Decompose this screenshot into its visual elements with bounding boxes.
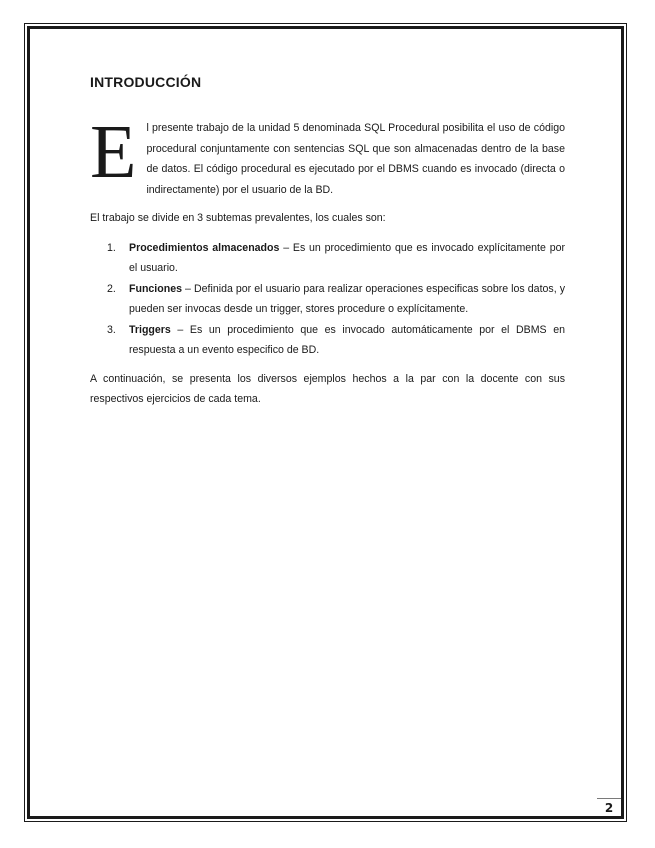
- list-item-term: Procedimientos almacenados: [129, 241, 280, 254]
- list-item-number: 3.: [107, 323, 116, 336]
- page-number: 2: [604, 801, 614, 815]
- list-item-text: – Es un procedimiento que es invocado automáticamente por el DBMS en respuesta a un evento especifico de BD.: [129, 323, 565, 356]
- list-item-text: – Definida por el usuario para realizar operaciones especificas sobre los datos, y pueden ser invocas desde un trigger, stores procedure o explícitamente.: [129, 282, 565, 315]
- drop-cap-letter: E: [90, 110, 137, 194]
- list-item-term: Funciones: [129, 282, 182, 295]
- intro-text: l presente trabajo de la unidad 5 denominada SQL Procedural posibilita el uso de código procedural conjuntamente con sentencias SQL que son almacenadas dentro de la base de datos. El código procedural es ejecutado por el DBMS cuando es invocado (directa o indirectamente) por el usuario de la BD.: [146, 122, 565, 196]
- page-content: [90, 74, 565, 410]
- page-number-rule: [597, 798, 621, 799]
- intro-paragraph: [90, 110, 565, 200]
- list-item: [90, 238, 565, 279]
- list-item: [90, 320, 565, 361]
- closing-paragraph: A continuación, se presenta los diversos ejemplos hechos a la par con la docente con sus respectivos ejercicios de cada tema.: [90, 372, 565, 405]
- subtopics-list: [90, 238, 565, 361]
- list-item-number: 1.: [107, 241, 116, 254]
- list-item: [90, 279, 565, 320]
- section-heading: INTRODUCCIÓN: [90, 74, 202, 90]
- subtopics-paragraph: El trabajo se divide en 3 subtemas prevalentes, los cuales son:: [90, 212, 386, 224]
- list-item-number: 2.: [107, 282, 116, 295]
- list-item-text: – Es un procedimiento que es invocado explícitamente por el usuario.: [129, 241, 565, 274]
- list-item-term: Triggers: [129, 323, 171, 336]
